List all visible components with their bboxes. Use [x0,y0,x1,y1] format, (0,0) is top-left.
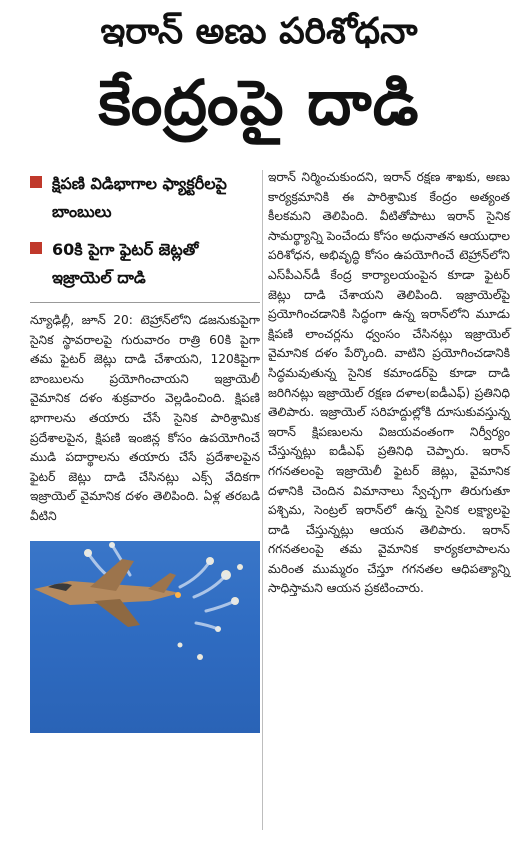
right-column [268,168,510,599]
bullet-text: క్షిపణి విడిభాగాల ఫ్యాక్టరీలపై బాంబులు [52,174,227,221]
bullet-item [30,170,260,226]
left-column [30,170,260,733]
bullet-text: 60కి పైగా ఫైటర్ జెట్లతో ఇజ్రాయెల్ దాడి [52,240,199,287]
bullet-item [30,236,260,292]
square-bullet-icon [30,242,42,254]
article-body-left: న్యూఢిల్లీ, జూన్ 20: టెహ్రాన్‌లోని డజనుకుపైగా సైనిక స్థావరాలపై గురువారం రాత్రి 60కి పైగా తమ ఫైటర్ జెట్లు దాడి చేశాయని, 120కిపైగా బాంబులను ప్రయోగించాయని ఇజ్రాయెలీ వైమానిక దళం శుక్రవారం వెల్లడించింది. క్షిపణి భాగాలను తయారు చేసే సైనిక పారిశ్రామిక ప్రదేశాలపైన, క్షిపణి ఇంజిన్ల కోసం ఉపయోగించే ముడి పదార్థాలను తయారు చేసే ప్రదేశాలపైన ఫైటర్ జెట్లు దాడి చేసినట్లు ఎక్స్ వేదికగా ఇజ్రాయెల్ వైమానిక దళం తెలిపింది. ఏళ్ల తరబడి వీటిని [30,313,260,523]
column-divider [262,170,263,830]
headline-kicker: ఇరాన్ అణు పరిశోధనా [100,11,418,52]
square-bullet-icon [30,176,42,188]
headline-main: కేంద్రంపై దాడి [98,66,420,139]
fighter-jet-photo [30,541,260,733]
article-body-right: ఇరాన్ నిర్మించుకుందని, ఇరాన్ రక్షణ శాఖకు, అణు కార్యక్రమానికి ఈ పారిశ్రామిక కేంద్రం అత్యంత కీలకమని తెలిపింది. వీటితోపాటు ఇరాన్ సైనిక సామర్థ్యాన్ని పెంచేందు కోసం అధునాతన ఆయుధాల పరిశోధన, అభివృద్ధి కోసం ఉపయోగించే టెహ్రాన్‌లోని ఎస్‌పీఎన్‌డీ కేంద్ర కార్యాలయంపైన కూడా ఫైటర్ జెట్లు దాడి చేశాయని తెలిపింది. ఇజ్రాయెల్‌పై ప్రయోగించడానికి సిద్ధంగా ఉన్న ఇరాన్‌లోని మూడు క్షిపణి లాంచర్లను ధ్వంసం చేసినట్లు ఇజ్రాయెల్ వైమానిక దళం పేర్కొంది. వాటిని ప్రయోగించడానికి సిద్ధమవుతున్న సైనిక కమాండర్‌పై కూడా దాడి జరిగినట్లు ఇజ్రాయెల్ రక్షణ దళాల(ఐడీఎఫ్) ప్రతినిధి తెలిపారు. ఇజ్రాయెల్ సరిహద్దుల్లోకి దూసుకువస్తున్న ఇరాన్ క్షిపణులను విజయవంతంగా నిర్వీర్యం చేస్తున్నట్లు ఐడీఎఫ్ ప్రతినిధి చెప్పారు. ఇరాన్ గగనతలంపై ఇజ్రాయెలీ ఫైటర్ జెట్లు, వైమానిక దళానికి చెందిన విమానాలు స్వేచ్ఛగా తిరుగుతూ పశ్చిమ, సెంట్రల్ ఇరాన్‌లో ఉన్న సైనిక లక్ష్యాలపై దాడి చేస్తున్నట్లు ఆయన తెలిపారు. ఇరాన్ గగనతలంపై తమ వైమానిక కార్యకలాపాలను మరింత ముమ్మరం చేస్తూ గగనతల ఆధిపత్యాన్ని సాధిస్తామని ఆయన ప్రకటించారు. [268,170,510,596]
bullets-divider [30,302,260,303]
fighter-jet-illustration [30,541,260,733]
